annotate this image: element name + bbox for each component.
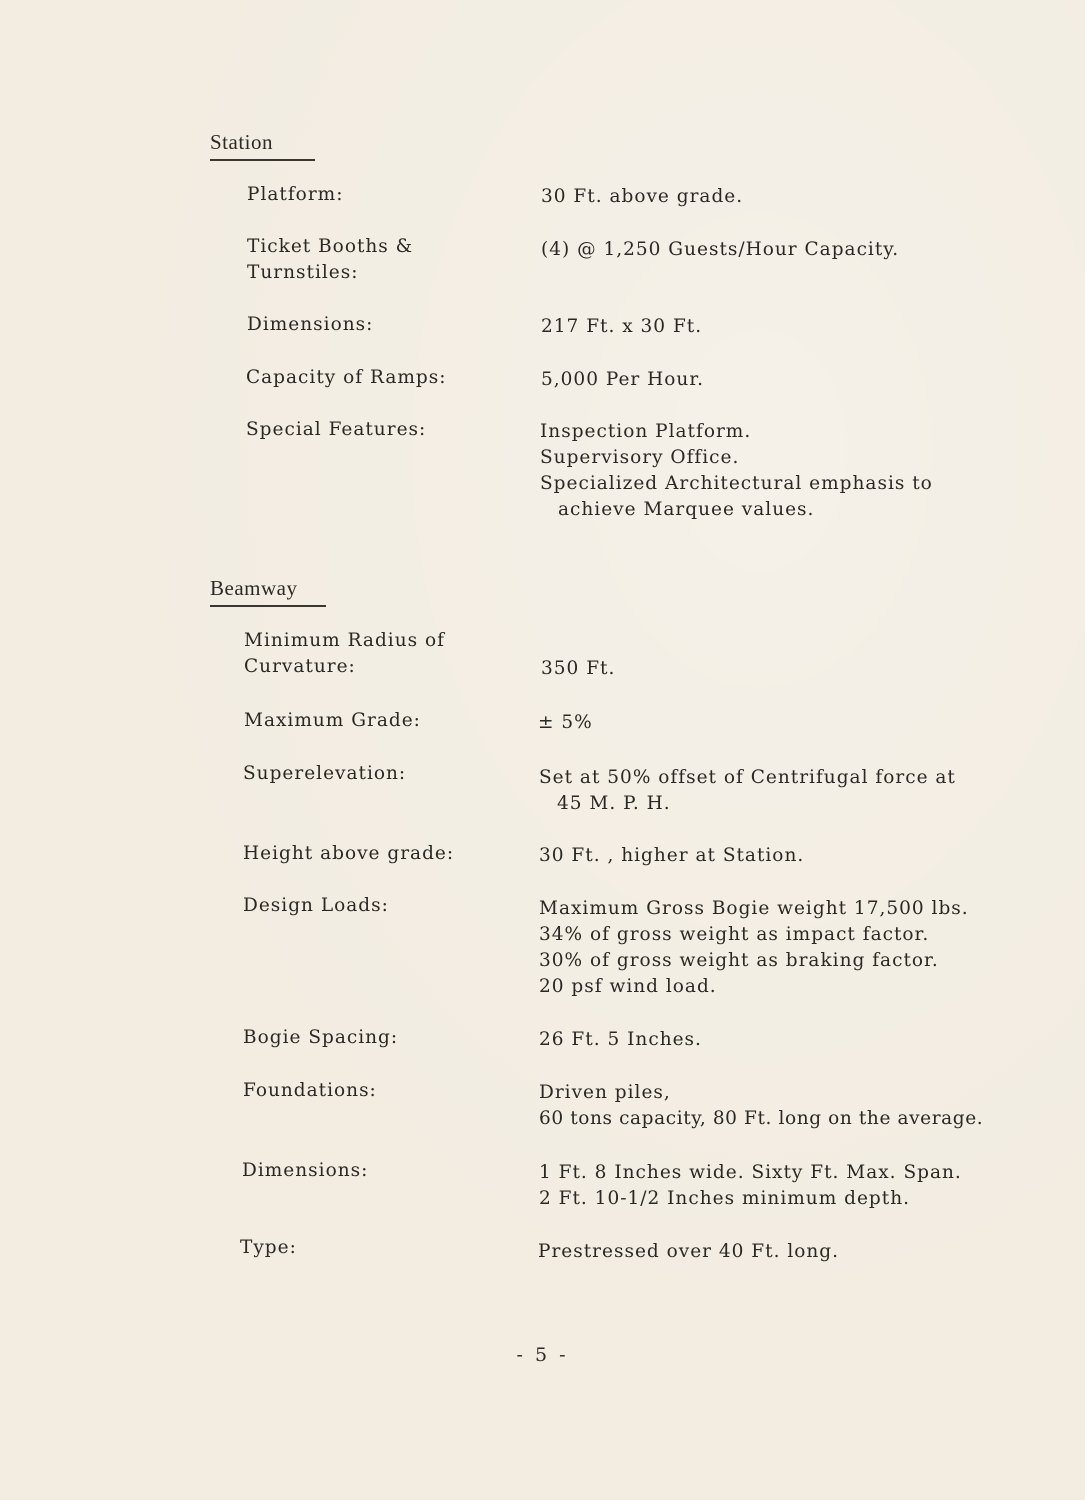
beamway-label-foundations: Foundations: bbox=[243, 1080, 377, 1101]
value-line: Prestressed over 40 Ft. long. bbox=[538, 1241, 840, 1262]
beamway-label-max-grade: Maximum Grade: bbox=[244, 710, 421, 731]
value-line: achieve Marquee values. bbox=[558, 499, 815, 520]
value-line: 30 Ft. , higher at Station. bbox=[539, 845, 805, 866]
beamway-value-design-loads bbox=[539, 896, 969, 1000]
beamway-value-max-grade bbox=[538, 710, 593, 736]
station-value-platform bbox=[541, 184, 743, 210]
station-value-special-features bbox=[540, 419, 933, 523]
station-value-ticket-booths bbox=[541, 237, 899, 263]
value-line: 350 Ft. bbox=[541, 658, 616, 679]
beamway-value-superelevation bbox=[539, 765, 956, 817]
beamway-value-bogie-spacing bbox=[539, 1027, 702, 1053]
value-line: Inspection Platform. bbox=[540, 421, 752, 442]
beamway-value-type bbox=[538, 1239, 839, 1265]
value-line: Set at 50% offset of Centrifugal force at bbox=[539, 767, 956, 788]
beamway-label-type: Type: bbox=[240, 1237, 297, 1258]
station-label-capacity-ramps: Capacity of Ramps: bbox=[246, 367, 447, 388]
beamway-value-dimensions bbox=[539, 1160, 962, 1212]
value-line: ± 5% bbox=[538, 712, 593, 733]
value-line: 20 psf wind load. bbox=[539, 976, 717, 997]
page-number: - 5 - bbox=[516, 1344, 569, 1366]
value-line: Specialized Architectural emphasis to bbox=[540, 473, 933, 494]
station-value-dimensions bbox=[541, 314, 702, 340]
beamway-label-height: Height above grade: bbox=[243, 843, 455, 864]
section-title-station: Station bbox=[210, 130, 315, 161]
section-title-beamway: Beamway bbox=[210, 576, 326, 607]
value-line: 2 Ft. 10-1/2 Inches minimum depth. bbox=[539, 1188, 910, 1209]
value-line: 1 Ft. 8 Inches wide. Sixty Ft. Max. Span. bbox=[539, 1162, 962, 1183]
beamway-label-bogie-spacing: Bogie Spacing: bbox=[243, 1027, 399, 1048]
value-line: 45 M. P. H. bbox=[557, 793, 671, 814]
value-line: (4) @ 1,250 Guests/Hour Capacity. bbox=[541, 239, 900, 260]
value-line: 217 Ft. x 30 Ft. bbox=[541, 316, 703, 337]
value-line: Driven piles, bbox=[539, 1082, 671, 1103]
value-line: 34% of gross weight as impact factor. bbox=[539, 924, 930, 945]
station-label-platform: Platform: bbox=[247, 184, 344, 205]
station-label-special-features: Special Features: bbox=[246, 419, 427, 440]
station-value-capacity-ramps bbox=[541, 367, 704, 393]
value-line: 5,000 Per Hour. bbox=[541, 369, 705, 390]
beamway-label-dimensions: Dimensions: bbox=[242, 1160, 369, 1181]
station-label-ticket-booths: Ticket Booths & Turnstiles: bbox=[247, 236, 414, 283]
beamway-label-min-radius: Minimum Radius of Curvature: bbox=[244, 630, 445, 677]
beamway-value-foundations bbox=[539, 1080, 983, 1132]
beamway-label-design-loads: Design Loads: bbox=[243, 895, 389, 916]
value-line: 60 tons capacity, 80 Ft. long on the average. bbox=[539, 1108, 984, 1129]
value-line: Maximum Gross Bogie weight 17,500 lbs. bbox=[539, 898, 969, 919]
beamway-value-min-radius bbox=[541, 656, 615, 682]
value-line: Supervisory Office. bbox=[540, 447, 740, 468]
beamway-label-superelevation: Superelevation: bbox=[243, 763, 407, 784]
value-line: 30% of gross weight as braking factor. bbox=[539, 950, 939, 971]
beamway-value-height bbox=[539, 843, 804, 869]
value-line: 26 Ft. 5 Inches. bbox=[539, 1029, 702, 1050]
station-label-dimensions: Dimensions: bbox=[247, 314, 374, 335]
value-line: 30 Ft. above grade. bbox=[541, 186, 744, 207]
